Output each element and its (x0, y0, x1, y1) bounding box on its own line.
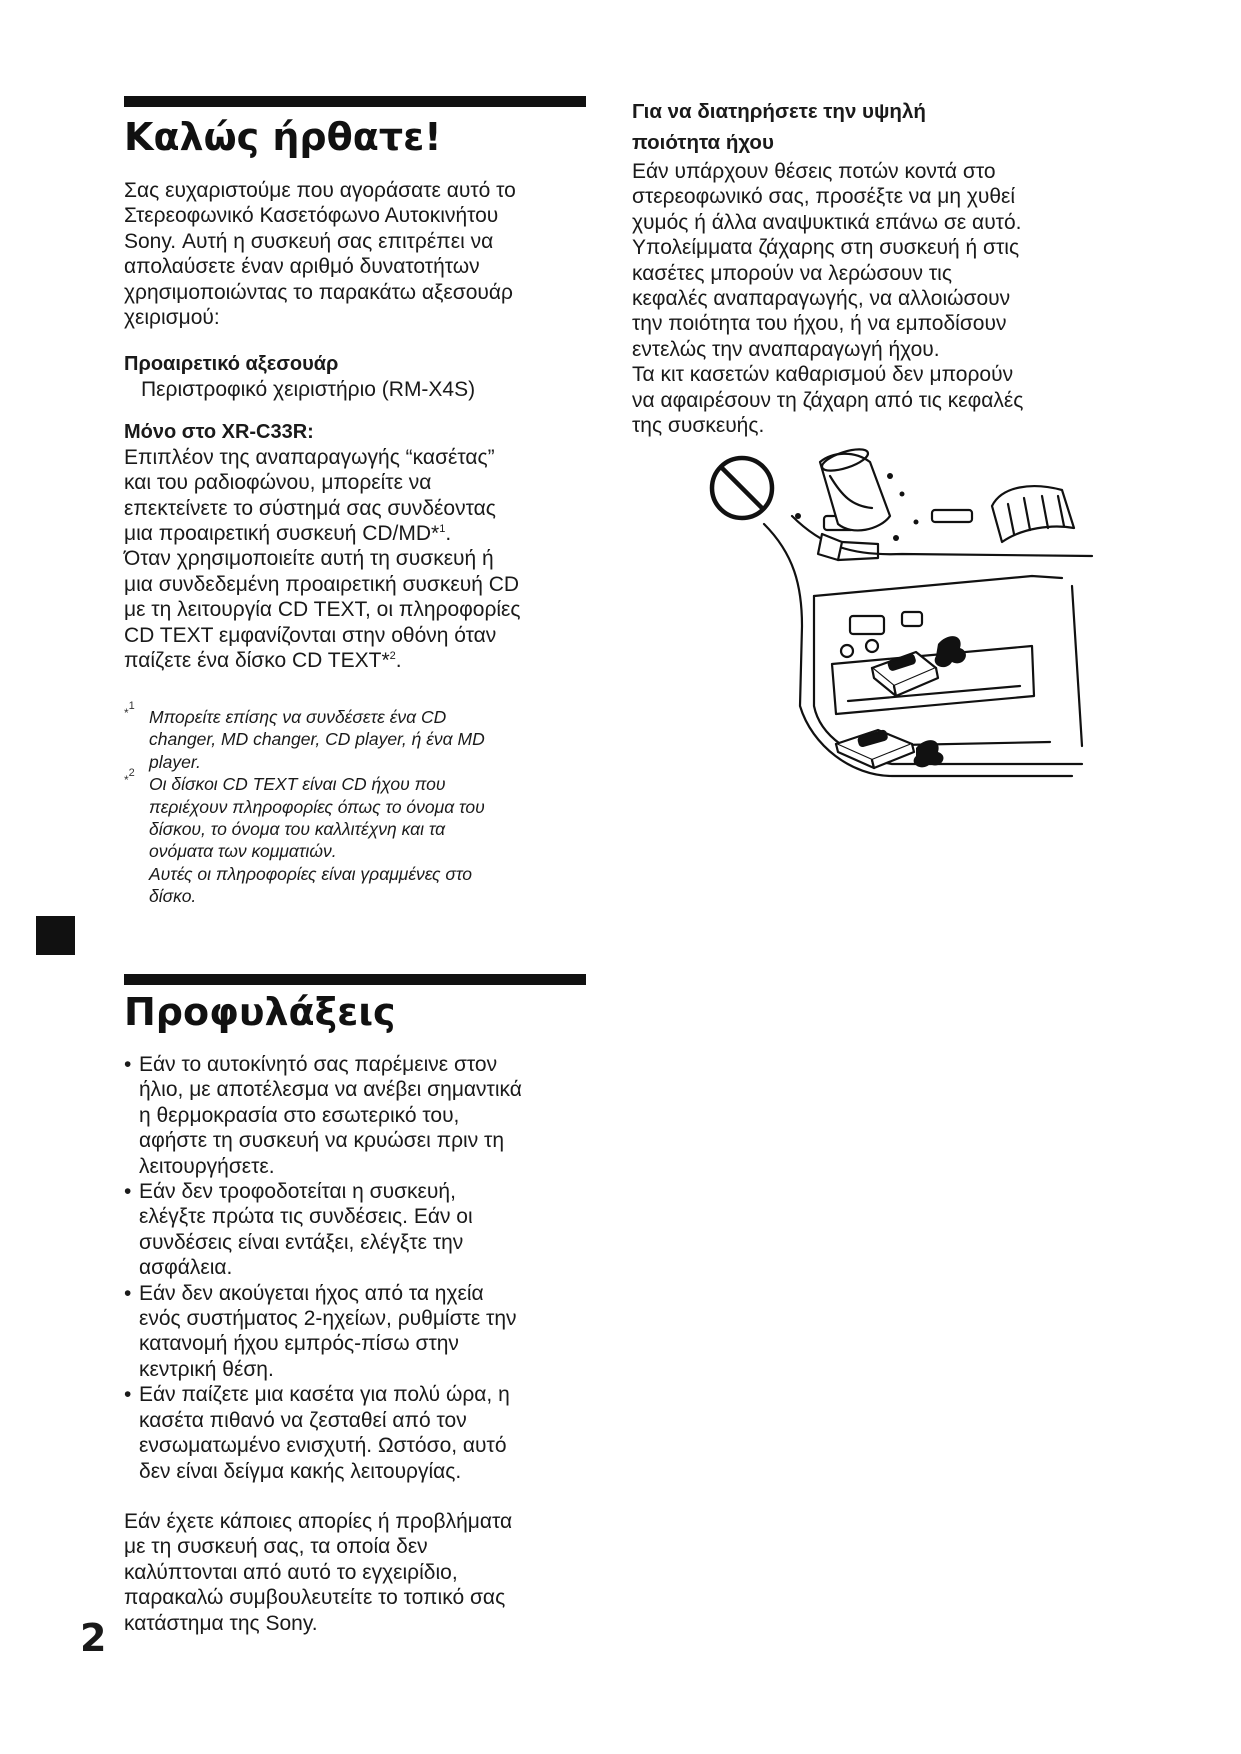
page-number: 2 (80, 1616, 107, 1660)
section-marker-block (36, 916, 75, 955)
closing-line: κατάστημα της Sony. (124, 1611, 318, 1635)
precautions-top-rule (124, 974, 586, 985)
quality-line: να αφαιρέσουν τη ζάχαρη από τις κεφαλές (632, 388, 1024, 412)
model-line: Όταν χρησιμοποιείτε αυτή τη συσκευή ή (124, 547, 494, 571)
footnote-line: ονόματα των κομματιών. (149, 841, 337, 862)
footnote-mark: *$^2$ (124, 767, 135, 788)
precaution-line: η θερμοκρασία στο εσωτερικό του, (139, 1103, 460, 1127)
drink-can-icon (818, 446, 890, 560)
model-heading: Μόνο στο XR-C33R: (124, 420, 314, 443)
precaution-line: ήλιο, με αποτέλεσμα να ανέβει σημαντικά (139, 1078, 522, 1102)
quality-line: Τα κιτ κασετών καθαρισμού δεν μπορούν (632, 363, 1014, 387)
prohibition-icon (712, 458, 772, 518)
intro-line: Στερεοφωνικό Κασετόφωνο Αυτοκινήτου (124, 204, 499, 228)
intro-line: χρησιμοποιώντας το παρακάτω αξεσουάρ (124, 280, 513, 304)
closing-line: με τη συσκευή σας, τα οποία δεν (124, 1535, 428, 1559)
quality-line: της συσκευής. (632, 414, 765, 438)
footnote-line: δίσκο. (149, 886, 197, 907)
precaution-item (124, 1052, 604, 1179)
precaution-line: κασέτα πιθανό να ζεσταθεί από τον (139, 1408, 467, 1432)
welcome-top-rule (124, 96, 586, 107)
console-icon (764, 486, 1092, 776)
precaution-item (124, 1382, 604, 1484)
precaution-line: ενός συστήματος 2-ηχείων, ρυθμίστε την (139, 1307, 517, 1331)
precaution-line: κεντρική θέση. (139, 1357, 274, 1381)
quality-line: κασέτες μπορούν να λερώσουν τις (632, 261, 952, 285)
model-line: και του ραδιοφώνου, μπορείτε να (124, 471, 432, 495)
precaution-line: • Εάν το αυτοκίνητό σας παρέμεινε στον (139, 1053, 498, 1076)
footnotes (124, 700, 594, 908)
sound-quality-section (632, 96, 1102, 438)
footnote-line: Οι δίσκοι CD TEXT είναι CD ήχου που (149, 774, 446, 795)
quality-line: κεφαλές αναπαραγωγής, να αλλοιώσουν (632, 287, 1011, 311)
quality-line: Εάν υπάρχουν θέσεις ποτών κοντά στο (632, 160, 996, 183)
model-line: παίζετε ένα δίσκο CD TEXT*$^2$. (124, 649, 402, 673)
precautions-title: Προφυλάξεις (124, 990, 396, 1034)
precaution-line: αφήστε τη συσκευή να κρυώσει πριν τη (139, 1129, 504, 1153)
footnote-line: changer, MD changer, CD player, ή ένα MD (149, 729, 485, 750)
precaution-line: συνδέσεις είναι εντάξει, ελέγξτε την (139, 1230, 464, 1254)
welcome-intro (124, 178, 594, 330)
intro-line: Sony. Αυτή η συσκευή σας επιτρέπει να (124, 229, 494, 253)
optional-accessory-item: Περιστροφικό χειριστήριο (RM-X4S) (141, 378, 476, 402)
closing-paragraph (124, 1509, 604, 1636)
precautions-list (124, 1052, 604, 1636)
model-line: με τη λειτουργία CD TEXT, οι πληροφορίες (124, 598, 521, 622)
precaution-line: • Εάν δεν τροφοδοτείται η συσκευή, (139, 1180, 456, 1204)
sound-quality-heading: Για να διατηρήσετε την υψηλή (632, 100, 926, 123)
closing-line: παρακαλώ συμβουλευτείτε το τοπικό σας (124, 1586, 506, 1610)
precaution-item (124, 1281, 604, 1383)
spill-warning-illustration (702, 446, 1102, 786)
model-line: CD TEXT εμφανίζονται στην οθόνη όταν (124, 623, 497, 647)
precaution-line: • Εάν παίζετε μια κασέτα για πολύ ώρα, η (139, 1383, 510, 1407)
footnote-line: περιέχουν πληροφορίες όπως το όνομα του (149, 796, 485, 817)
footnote-2 (124, 767, 594, 907)
precaution-line: δεν είναι δείγμα κακής λειτουργίας. (139, 1459, 462, 1483)
footnote-line: Αυτές οι πληροφορίες είναι γραμμένες στο (149, 863, 472, 884)
welcome-title: Καλώς ήρθατε! (124, 115, 442, 159)
footnote-line: Μπορείτε επίσης να συνδέσετε ένα CD (149, 707, 447, 727)
precaution-item (124, 1179, 604, 1281)
quality-line: την ποιότητα του ήχου, ή να εμποδίσουν (632, 312, 1007, 336)
intro-line: χειρισμού: (124, 306, 220, 330)
quality-line: χυμός ή άλλα αναψυκτικά επάνω σε αυτό. (632, 210, 1022, 234)
precaution-line: κατανομή ήχου εμπρός-πίσω στην (139, 1332, 459, 1356)
sound-quality-heading: ποιότητα ήχου (632, 131, 774, 154)
sound-quality-text (632, 159, 1102, 438)
model-line: μια συνδεδεμένη προαιρετική συσκευή CD (124, 572, 520, 596)
quality-line: στερεοφωνικό σας, προσέξτε να μη χυθεί (632, 185, 1016, 209)
footnote-1 (124, 700, 594, 773)
model-line: επεκτείνετε το σύστημά σας συνδέοντας (124, 496, 496, 520)
precaution-line: ασφάλεια. (139, 1256, 233, 1280)
model-line: μια προαιρετική συσκευή CD/MD*$^1$. (124, 522, 452, 546)
intro-line: απολαύσετε έναν αριθμό δυνατοτήτων (124, 255, 480, 279)
model-line: Επιπλέον της αναπαραγωγής “κασέτας” (124, 445, 495, 469)
quality-line: εντελώς την αναπαραγωγή ήχου. (632, 337, 940, 361)
precaution-line: • Εάν δεν ακούγεται ήχος από τα ηχεία (139, 1281, 484, 1305)
closing-line: καλύπτονται από αυτό το εγχειρίδιο, (124, 1560, 458, 1584)
optional-accessory-heading: Προαιρετικό αξεσουάρ (124, 353, 339, 376)
footnote-mark: *$^1$ (124, 700, 135, 720)
model-text (124, 445, 594, 674)
welcome-section (124, 178, 594, 674)
precaution-line: ελέγξτε πρώτα τις συνδέσεις. Εάν οι (139, 1205, 473, 1229)
footnote-line: δίσκου, το όνομα του καλλιτέχνη και τα (149, 819, 446, 840)
quality-line: Υπολείμματα ζάχαρης στη συσκευή ή στις (632, 236, 1020, 260)
closing-line: Εάν έχετε κάποιες απορίες ή προβλήματα (124, 1509, 513, 1533)
intro-line: Σας ευχαριστούμε που αγοράσατε αυτό το (124, 179, 516, 202)
precaution-line: ενσωματωμένο ενισχυτή. Ωστόσο, αυτό (139, 1434, 507, 1458)
precaution-line: λειτουργήσετε. (139, 1154, 275, 1178)
footnote-line: player. (149, 751, 201, 772)
